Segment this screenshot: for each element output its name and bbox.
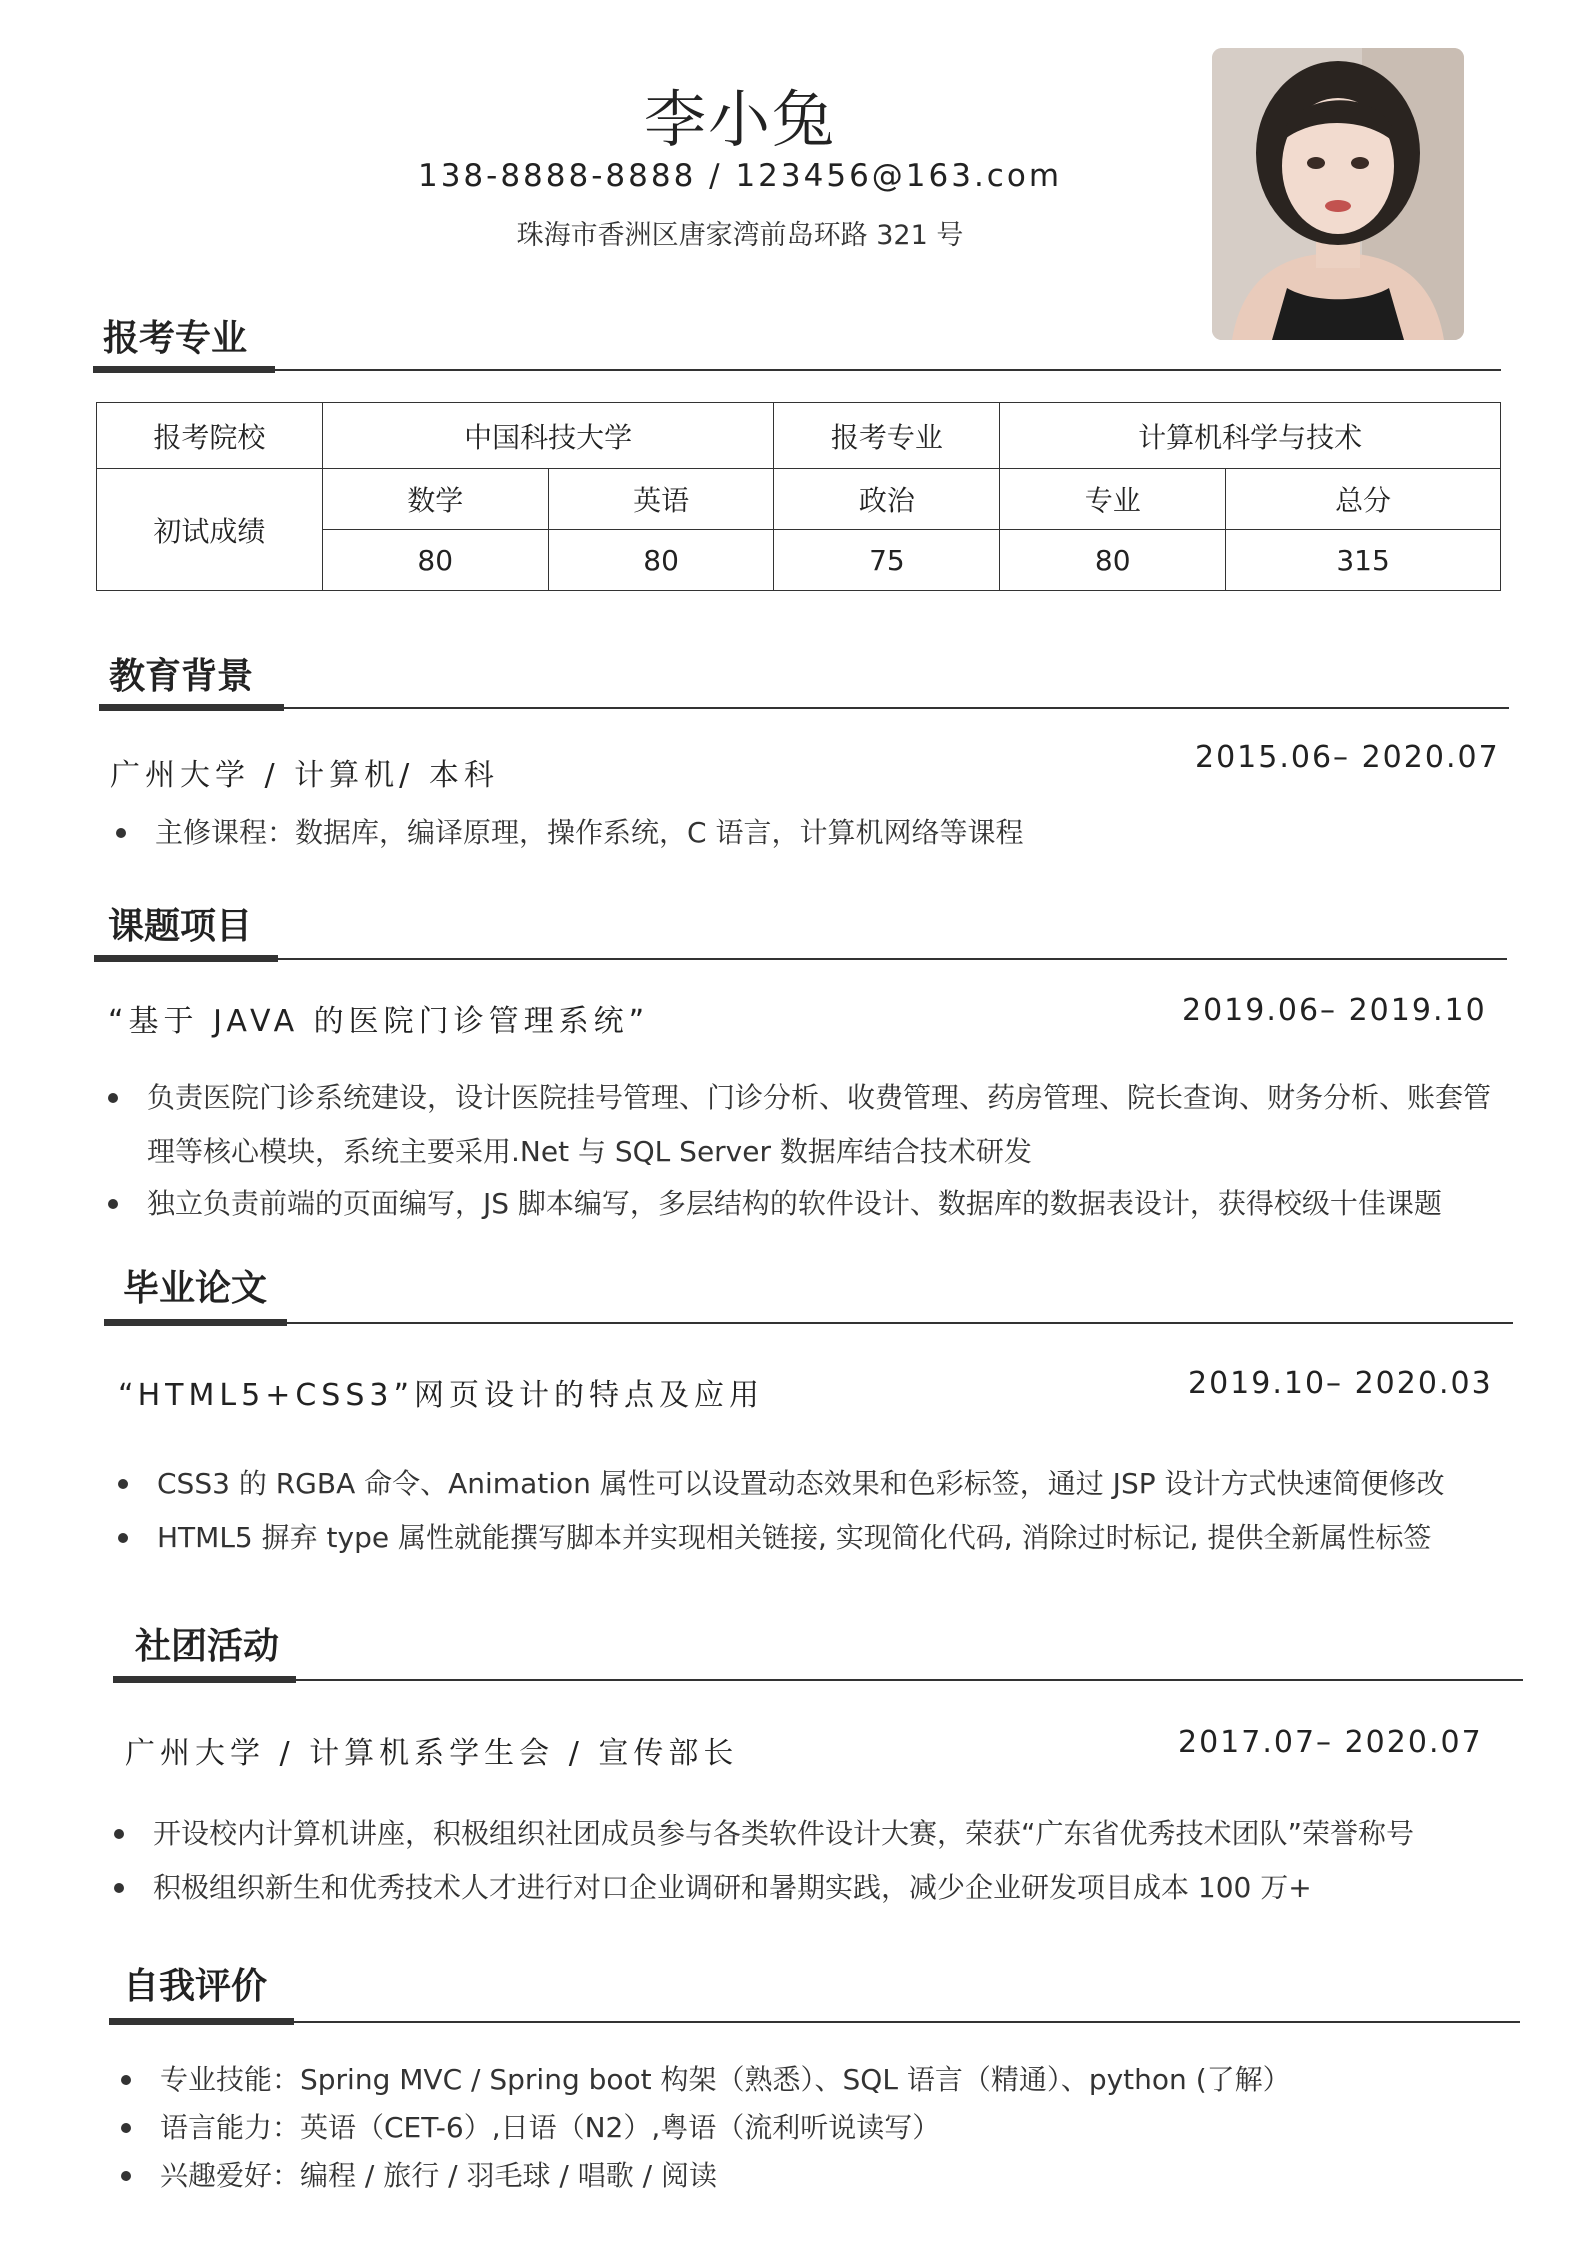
bullet-dot (121, 2075, 131, 2085)
bullet-dot (108, 1199, 118, 1209)
subject-header: 专业 (1000, 469, 1226, 530)
section-divider (99, 707, 1509, 709)
list-item-continuation: 理等核心模块，系统主要采用.Net 与 SQL Server 数据库结合技术研发 (147, 1135, 1032, 1168)
section-accent-bar (104, 1319, 287, 1326)
education-line: 广州大学 / 计算机/ 本科 (110, 758, 499, 793)
bullet-dot (118, 1533, 128, 1543)
contact-line: 138-8888-8888 / 123456@163.com (417, 158, 1063, 194)
section-accent-bar (113, 1676, 296, 1683)
section-divider (93, 369, 1501, 371)
section-divider (113, 1679, 1523, 1681)
section-title-project: 课题项目 (108, 906, 253, 947)
score-label: 初试成绩 (97, 469, 323, 591)
list-item: 积极组织新生和优秀技术人才进行对口企业调研和暑期实践，减少企业研发项目成本 100 万+ (108, 1861, 1312, 1915)
school-value: 中国科技大学 (322, 403, 774, 469)
section-title-self: 自我评价 (123, 1966, 268, 2007)
club-line: 广州大学 / 计算机系学生会 / 宣传部长 (125, 1736, 739, 1771)
list-item: CSS3 的 RGBA 命令、Animation 属性可以设置动态效果和色彩标签，通过 JSP 设计方式快速简便修改 (112, 1457, 1445, 1511)
section-accent-bar (93, 366, 275, 373)
bullet-dot (121, 2171, 131, 2181)
section-title-thesis: 毕业论文 (123, 1268, 268, 1309)
list-item: 兴趣爱好：编程 / 旅行 / 羽毛球 / 唱歌 / 阅读 (115, 2149, 717, 2203)
candidate-name: 李小兔 (643, 83, 836, 156)
bullet-dot (121, 2123, 131, 2133)
project-line: “基于 JAVA 的医院门诊管理系统” (108, 1004, 650, 1039)
address-line: 珠海市香洲区唐家湾前岛环路 321 号 (516, 220, 964, 251)
bullet-dot (118, 1479, 128, 1489)
section-title-club: 社团活动 (135, 1626, 280, 1667)
subject-header: 英语 (548, 469, 774, 530)
score-value: 75 (774, 530, 1000, 591)
list-item: 独立负责前端的页面编写，JS 脚本编写，多层结构的软件设计、数据库的数据表设计，获得校级十佳课题 (102, 1177, 1442, 1231)
section-accent-bar (109, 2018, 294, 2025)
score-value: 315 (1226, 530, 1501, 591)
score-value: 80 (322, 530, 548, 591)
club-date: 2017.07– 2020.07 (1178, 1725, 1483, 1760)
section-title-education: 教育背景 (109, 656, 254, 697)
education-date: 2015.06– 2020.07 (1195, 740, 1500, 775)
list-item: 专业技能：Spring MVC / Spring boot 构架（熟悉）、SQL 语言（精通）、python (了解） (115, 2053, 1291, 2107)
list-item: 负责医院门诊系统建设，设计医院挂号管理、门诊分析、收费管理、药房管理、院长查询、财务分析、账套管 (102, 1071, 1491, 1125)
bullet-dot (114, 1829, 124, 1839)
section-title-major: 报考专业 (103, 318, 248, 359)
subject-header: 政治 (774, 469, 1000, 530)
section-divider (94, 958, 1507, 960)
list-item: 语言能力：英语（CET-6）,日语（N2）,粤语（流利听说读写） (115, 2101, 940, 2155)
score-value: 80 (548, 530, 774, 591)
bullet-dot (108, 1093, 118, 1103)
thesis-date: 2019.10– 2020.03 (1188, 1366, 1493, 1401)
list-item: 开设校内计算机讲座，积极组织社团成员参与各类软件设计大赛，荣获“广东省优秀技术团队”荣誉称号 (108, 1807, 1414, 1861)
section-accent-bar (94, 955, 278, 962)
list-item: HTML5 摒弃 type 属性就能撰写脚本并实现相关链接, 实现简化代码, 消除过时标记, 提供全新属性标签 (112, 1511, 1431, 1565)
section-divider (104, 1322, 1513, 1324)
subject-header: 数学 (322, 469, 548, 530)
thesis-line: “HTML5+CSS3”网页设计的特点及应用 (118, 1378, 764, 1413)
major-value: 计算机科学与技术 (1000, 403, 1501, 469)
project-date: 2019.06– 2019.10 (1182, 993, 1487, 1028)
list-item: 主修课程：数据库，编译原理，操作系统，C 语言，计算机网络等课程 (110, 806, 1023, 860)
section-divider (109, 2021, 1520, 2023)
school-label: 报考院校 (97, 403, 323, 469)
subject-header: 总分 (1226, 469, 1501, 530)
profile-photo (1212, 48, 1464, 340)
table-row (97, 403, 1501, 469)
portrait-illustration (1212, 48, 1464, 340)
bullet-dot (116, 828, 126, 838)
bullet-dot (114, 1883, 124, 1893)
exam-info-table (96, 402, 1501, 591)
major-label: 报考专业 (774, 403, 1000, 469)
section-accent-bar (99, 704, 284, 711)
table-row (97, 469, 1501, 530)
score-value: 80 (1000, 530, 1226, 591)
